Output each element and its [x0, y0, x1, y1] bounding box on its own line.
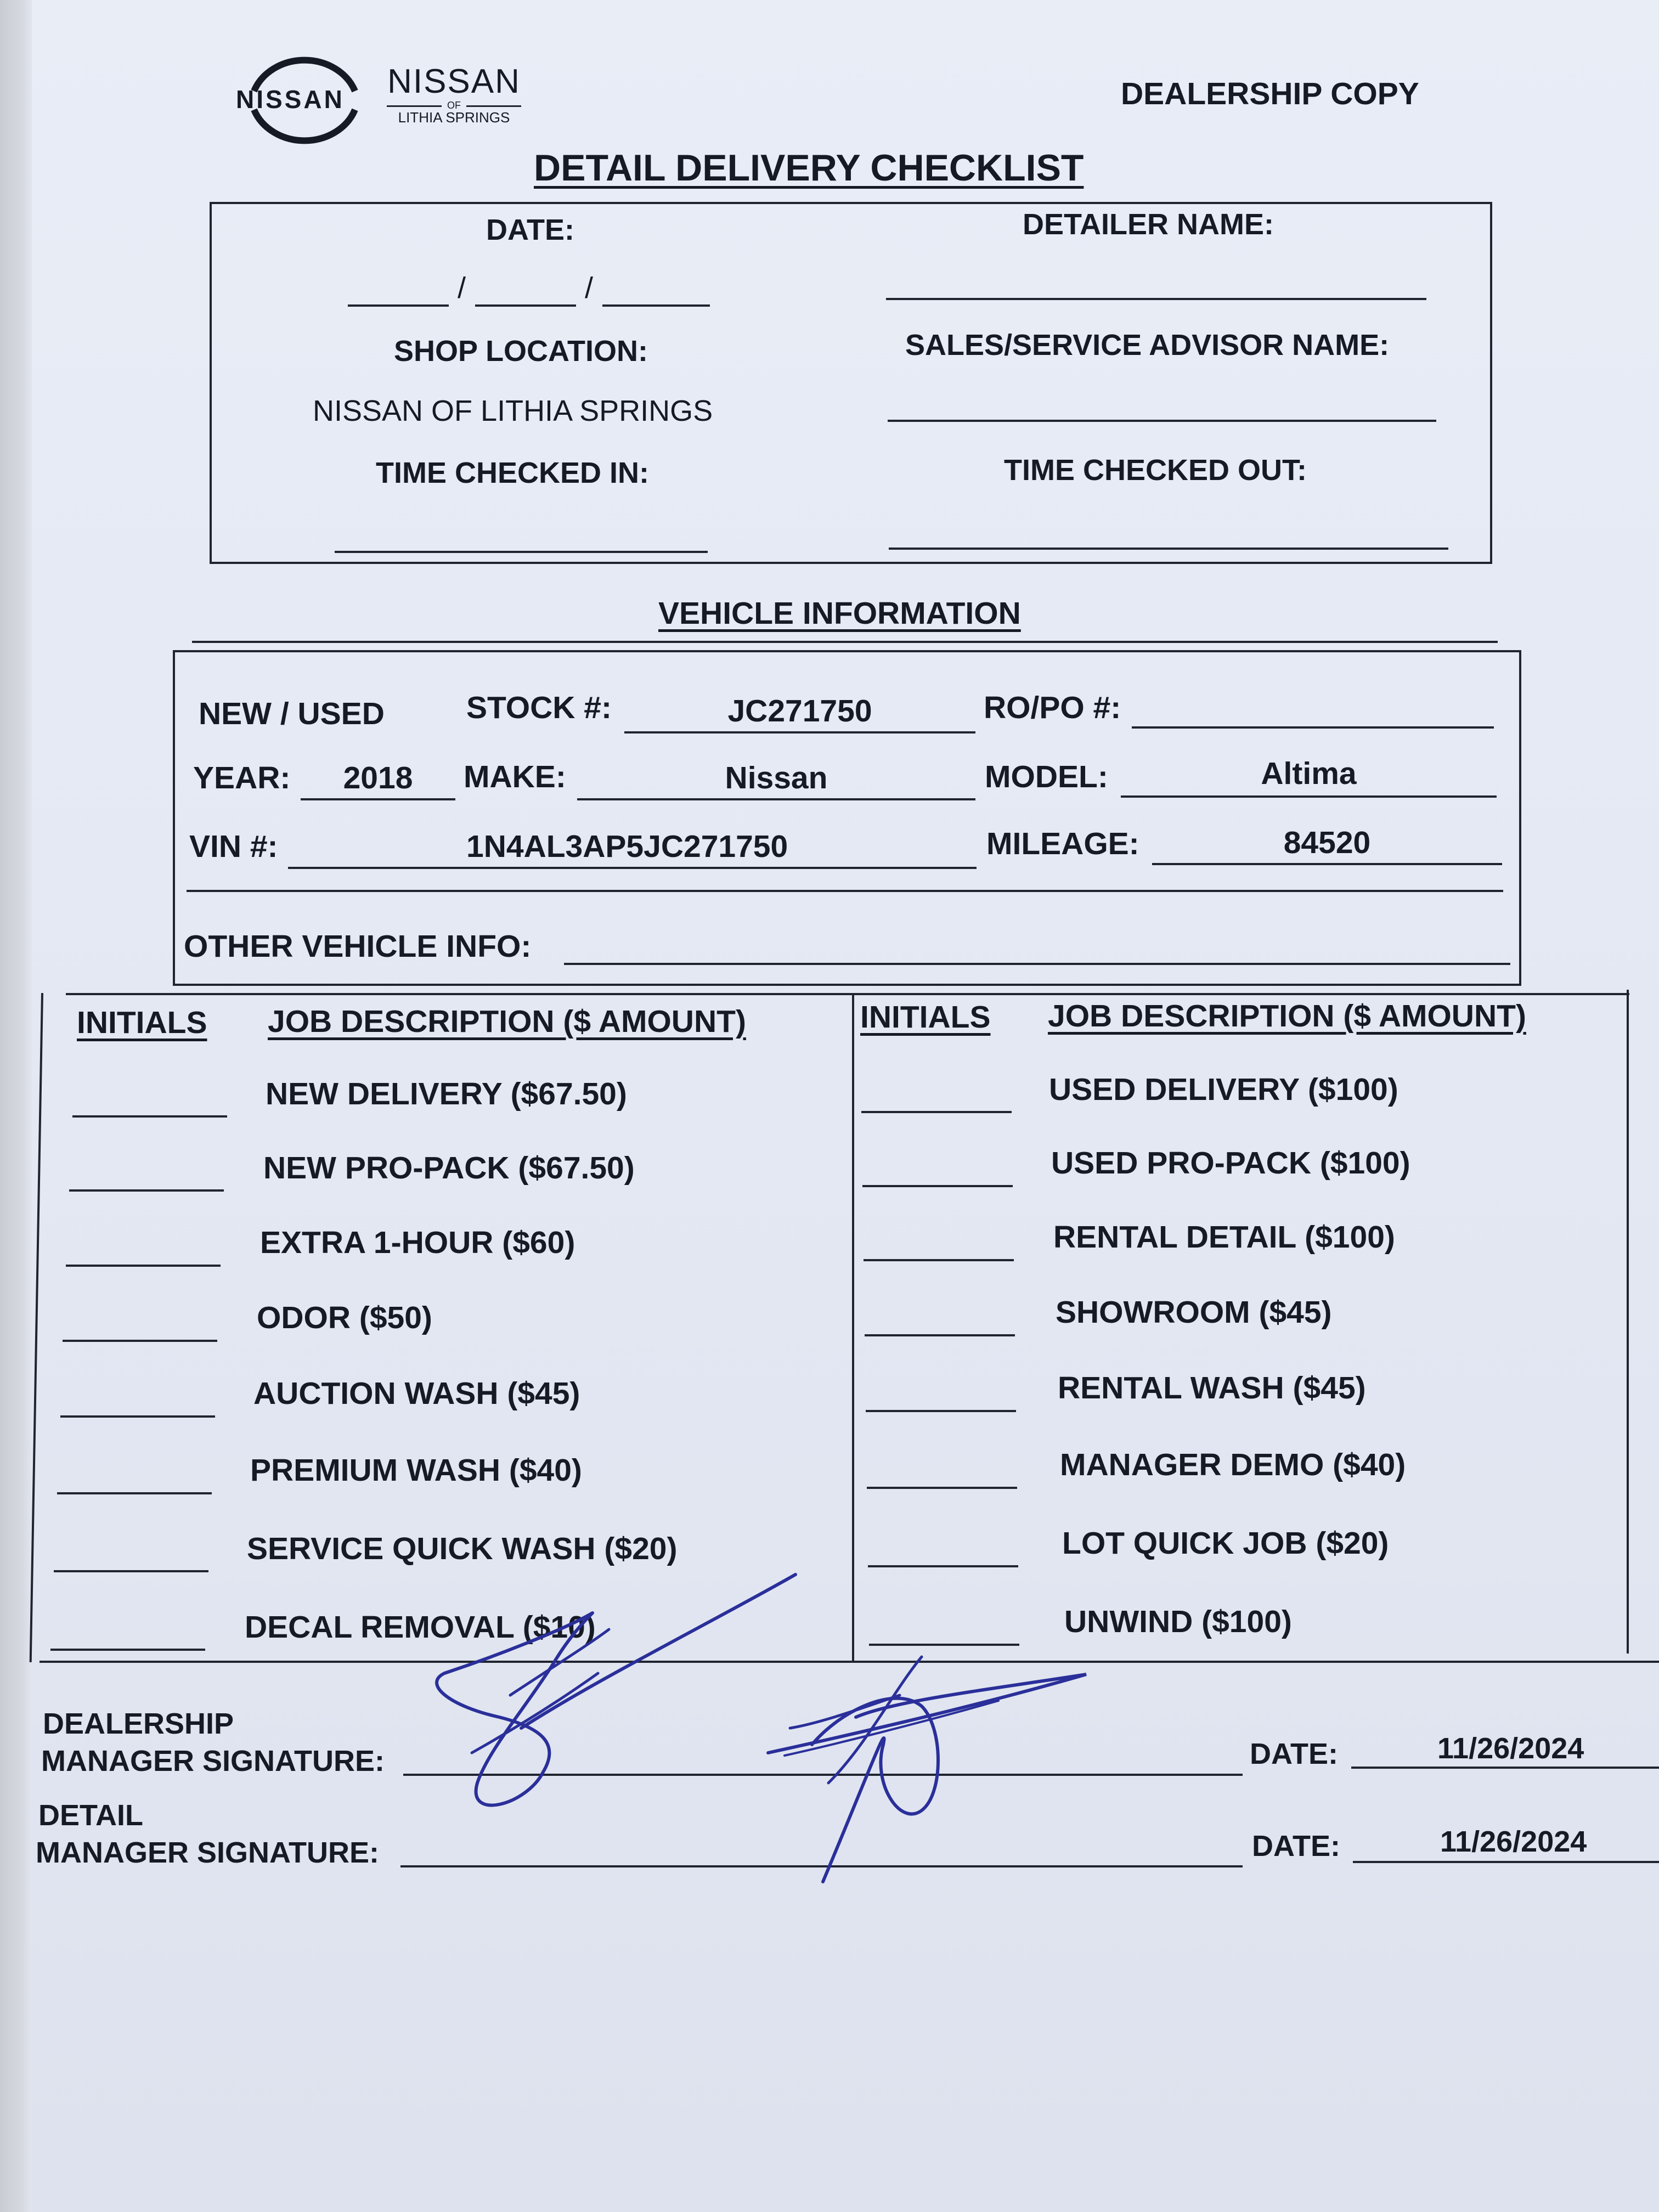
logo-name-text: NISSAN — [387, 63, 521, 100]
left-initials-line-1[interactable] — [72, 1115, 227, 1118]
date-separator-1: / — [458, 272, 466, 304]
right-job-2: USED PRO-PACK ($100) — [1051, 1146, 1410, 1181]
time-out-label: TIME CHECKED OUT: — [1004, 454, 1307, 487]
make-line — [577, 798, 975, 800]
mileage-label: MILEAGE: — [986, 826, 1139, 861]
left-description-header: JOB DESCRIPTION ($ AMOUNT) — [268, 1004, 746, 1039]
left-job-8: DECAL REMOVAL ($10) — [245, 1610, 596, 1645]
right-job-5: RENTAL WASH ($45) — [1058, 1370, 1366, 1406]
logo-of-text: OF — [447, 100, 461, 111]
logo-badge-text: NISSAN — [236, 85, 345, 114]
left-job-2: NEW PRO-PACK ($67.50) — [263, 1150, 635, 1186]
year-line — [301, 798, 455, 800]
detail-manager-handwritten-signature — [757, 1646, 1108, 1887]
left-initials-header: INITIALS — [77, 1005, 207, 1040]
detailer-name-line — [886, 298, 1426, 300]
new-used-label: NEW / USED — [199, 696, 385, 731]
right-initials-line-2[interactable] — [862, 1185, 1013, 1187]
other-info-label: OTHER VEHICLE INFO: — [184, 929, 532, 964]
left-job-7: SERVICE QUICK WASH ($20) — [247, 1531, 678, 1566]
left-job-5: AUCTION WASH ($45) — [253, 1376, 580, 1411]
dealership-signature-label-line2: MANAGER SIGNATURE: — [41, 1745, 385, 1778]
model-value: Altima — [1261, 756, 1357, 791]
copy-label: DEALERSHIP COPY — [1121, 76, 1419, 111]
mileage-value: 84520 — [1283, 825, 1371, 860]
left-initials-line-7[interactable] — [54, 1570, 208, 1572]
right-description-header: JOB DESCRIPTION ($ AMOUNT) — [1048, 998, 1526, 1034]
other-info-line — [564, 963, 1510, 965]
year-label: YEAR: — [193, 760, 291, 795]
time-in-line — [335, 551, 708, 553]
detail-signature-label-line1: DETAIL — [38, 1799, 143, 1832]
date-label: DATE: — [486, 213, 574, 246]
right-initials-line-1[interactable] — [861, 1111, 1012, 1113]
time-out-line — [889, 548, 1448, 550]
left-initials-line-4[interactable] — [63, 1340, 217, 1342]
right-initials-header: INITIALS — [860, 1000, 991, 1035]
detail-signature-label-line2: MANAGER SIGNATURE: — [36, 1836, 379, 1869]
right-initials-line-3[interactable] — [864, 1259, 1014, 1261]
right-job-7: LOT QUICK JOB ($20) — [1062, 1526, 1389, 1561]
date-year-line — [602, 304, 710, 307]
vehicle-divider-rule — [187, 890, 1503, 892]
dealership-signature-label-line1: DEALERSHIP — [43, 1707, 234, 1740]
time-in-label: TIME CHECKED IN: — [376, 456, 649, 489]
logo-of-rule-left — [387, 105, 442, 107]
jobs-table-top-rule — [66, 993, 1629, 995]
logo-location-text: LITHIA SPRINGS — [398, 109, 510, 126]
right-job-6: MANAGER DEMO ($40) — [1060, 1447, 1406, 1482]
right-job-4: SHOWROOM ($45) — [1056, 1295, 1332, 1330]
ro-po-line — [1132, 726, 1494, 729]
advisor-name-line — [888, 420, 1436, 422]
table-surface-edge — [0, 0, 32, 2212]
date-separator-2: / — [585, 272, 594, 304]
stock-line — [624, 731, 975, 733]
vehicle-top-rule — [192, 641, 1498, 643]
left-initials-line-3[interactable] — [66, 1265, 221, 1267]
shop-location-label: SHOP LOCATION: — [394, 335, 648, 368]
right-initials-line-7[interactable] — [868, 1565, 1018, 1567]
vin-label: VIN #: — [189, 829, 278, 864]
vin-line — [288, 867, 977, 869]
left-job-3: EXTRA 1-HOUR ($60) — [260, 1225, 575, 1260]
date-day-line — [475, 304, 576, 307]
left-job-1: NEW DELIVERY ($67.50) — [266, 1076, 627, 1111]
right-initials-line-6[interactable] — [867, 1487, 1017, 1489]
stock-value: JC271750 — [727, 693, 872, 729]
left-job-4: ODOR ($50) — [257, 1300, 432, 1335]
advisor-name-label: SALES/SERVICE ADVISOR NAME: — [905, 329, 1390, 362]
dealership-date-line[interactable] — [1351, 1767, 1659, 1769]
make-label: MAKE: — [464, 759, 566, 794]
jobs-table-right-border — [1627, 990, 1629, 1654]
model-line — [1121, 795, 1497, 798]
ro-po-label: RO/PO #: — [984, 690, 1121, 725]
right-job-8: UNWIND ($100) — [1064, 1604, 1292, 1639]
right-job-3: RENTAL DETAIL ($100) — [1053, 1220, 1395, 1255]
vehicle-section-title: VEHICLE INFORMATION — [658, 596, 1021, 631]
left-initials-line-8[interactable] — [50, 1649, 205, 1651]
jobs-table-center-divider — [852, 993, 854, 1662]
detailer-name-label: DETAILER NAME: — [1023, 208, 1274, 241]
left-initials-line-5[interactable] — [60, 1415, 215, 1418]
stock-label: STOCK #: — [466, 690, 612, 725]
nissan-logo — [233, 48, 540, 153]
left-initials-line-2[interactable] — [69, 1189, 224, 1192]
model-label: MODEL: — [985, 759, 1108, 794]
year-value: 2018 — [343, 760, 413, 795]
left-initials-line-6[interactable] — [57, 1492, 212, 1494]
detail-date-label: DATE: — [1252, 1830, 1340, 1863]
form-title: DETAIL DELIVERY CHECKLIST — [534, 147, 1084, 189]
right-initials-line-4[interactable] — [865, 1334, 1015, 1336]
vin-value: 1N4AL3AP5JC271750 — [466, 829, 788, 864]
shop-location-value: NISSAN OF LITHIA SPRINGS — [313, 394, 713, 427]
right-initials-line-5[interactable] — [866, 1410, 1016, 1412]
mileage-line — [1152, 863, 1502, 865]
info-box — [210, 202, 1492, 564]
logo-of-rule-right — [466, 105, 521, 107]
make-value: Nissan — [725, 760, 828, 795]
date-month-line — [348, 304, 449, 307]
detail-date-value: 11/26/2024 — [1440, 1825, 1587, 1858]
right-job-1: USED DELIVERY ($100) — [1049, 1072, 1398, 1107]
left-job-6: PREMIUM WASH ($40) — [250, 1453, 582, 1488]
dealership-date-label: DATE: — [1250, 1737, 1338, 1770]
detail-date-line[interactable] — [1353, 1861, 1659, 1863]
dealership-date-value: 11/26/2024 — [1437, 1732, 1584, 1765]
